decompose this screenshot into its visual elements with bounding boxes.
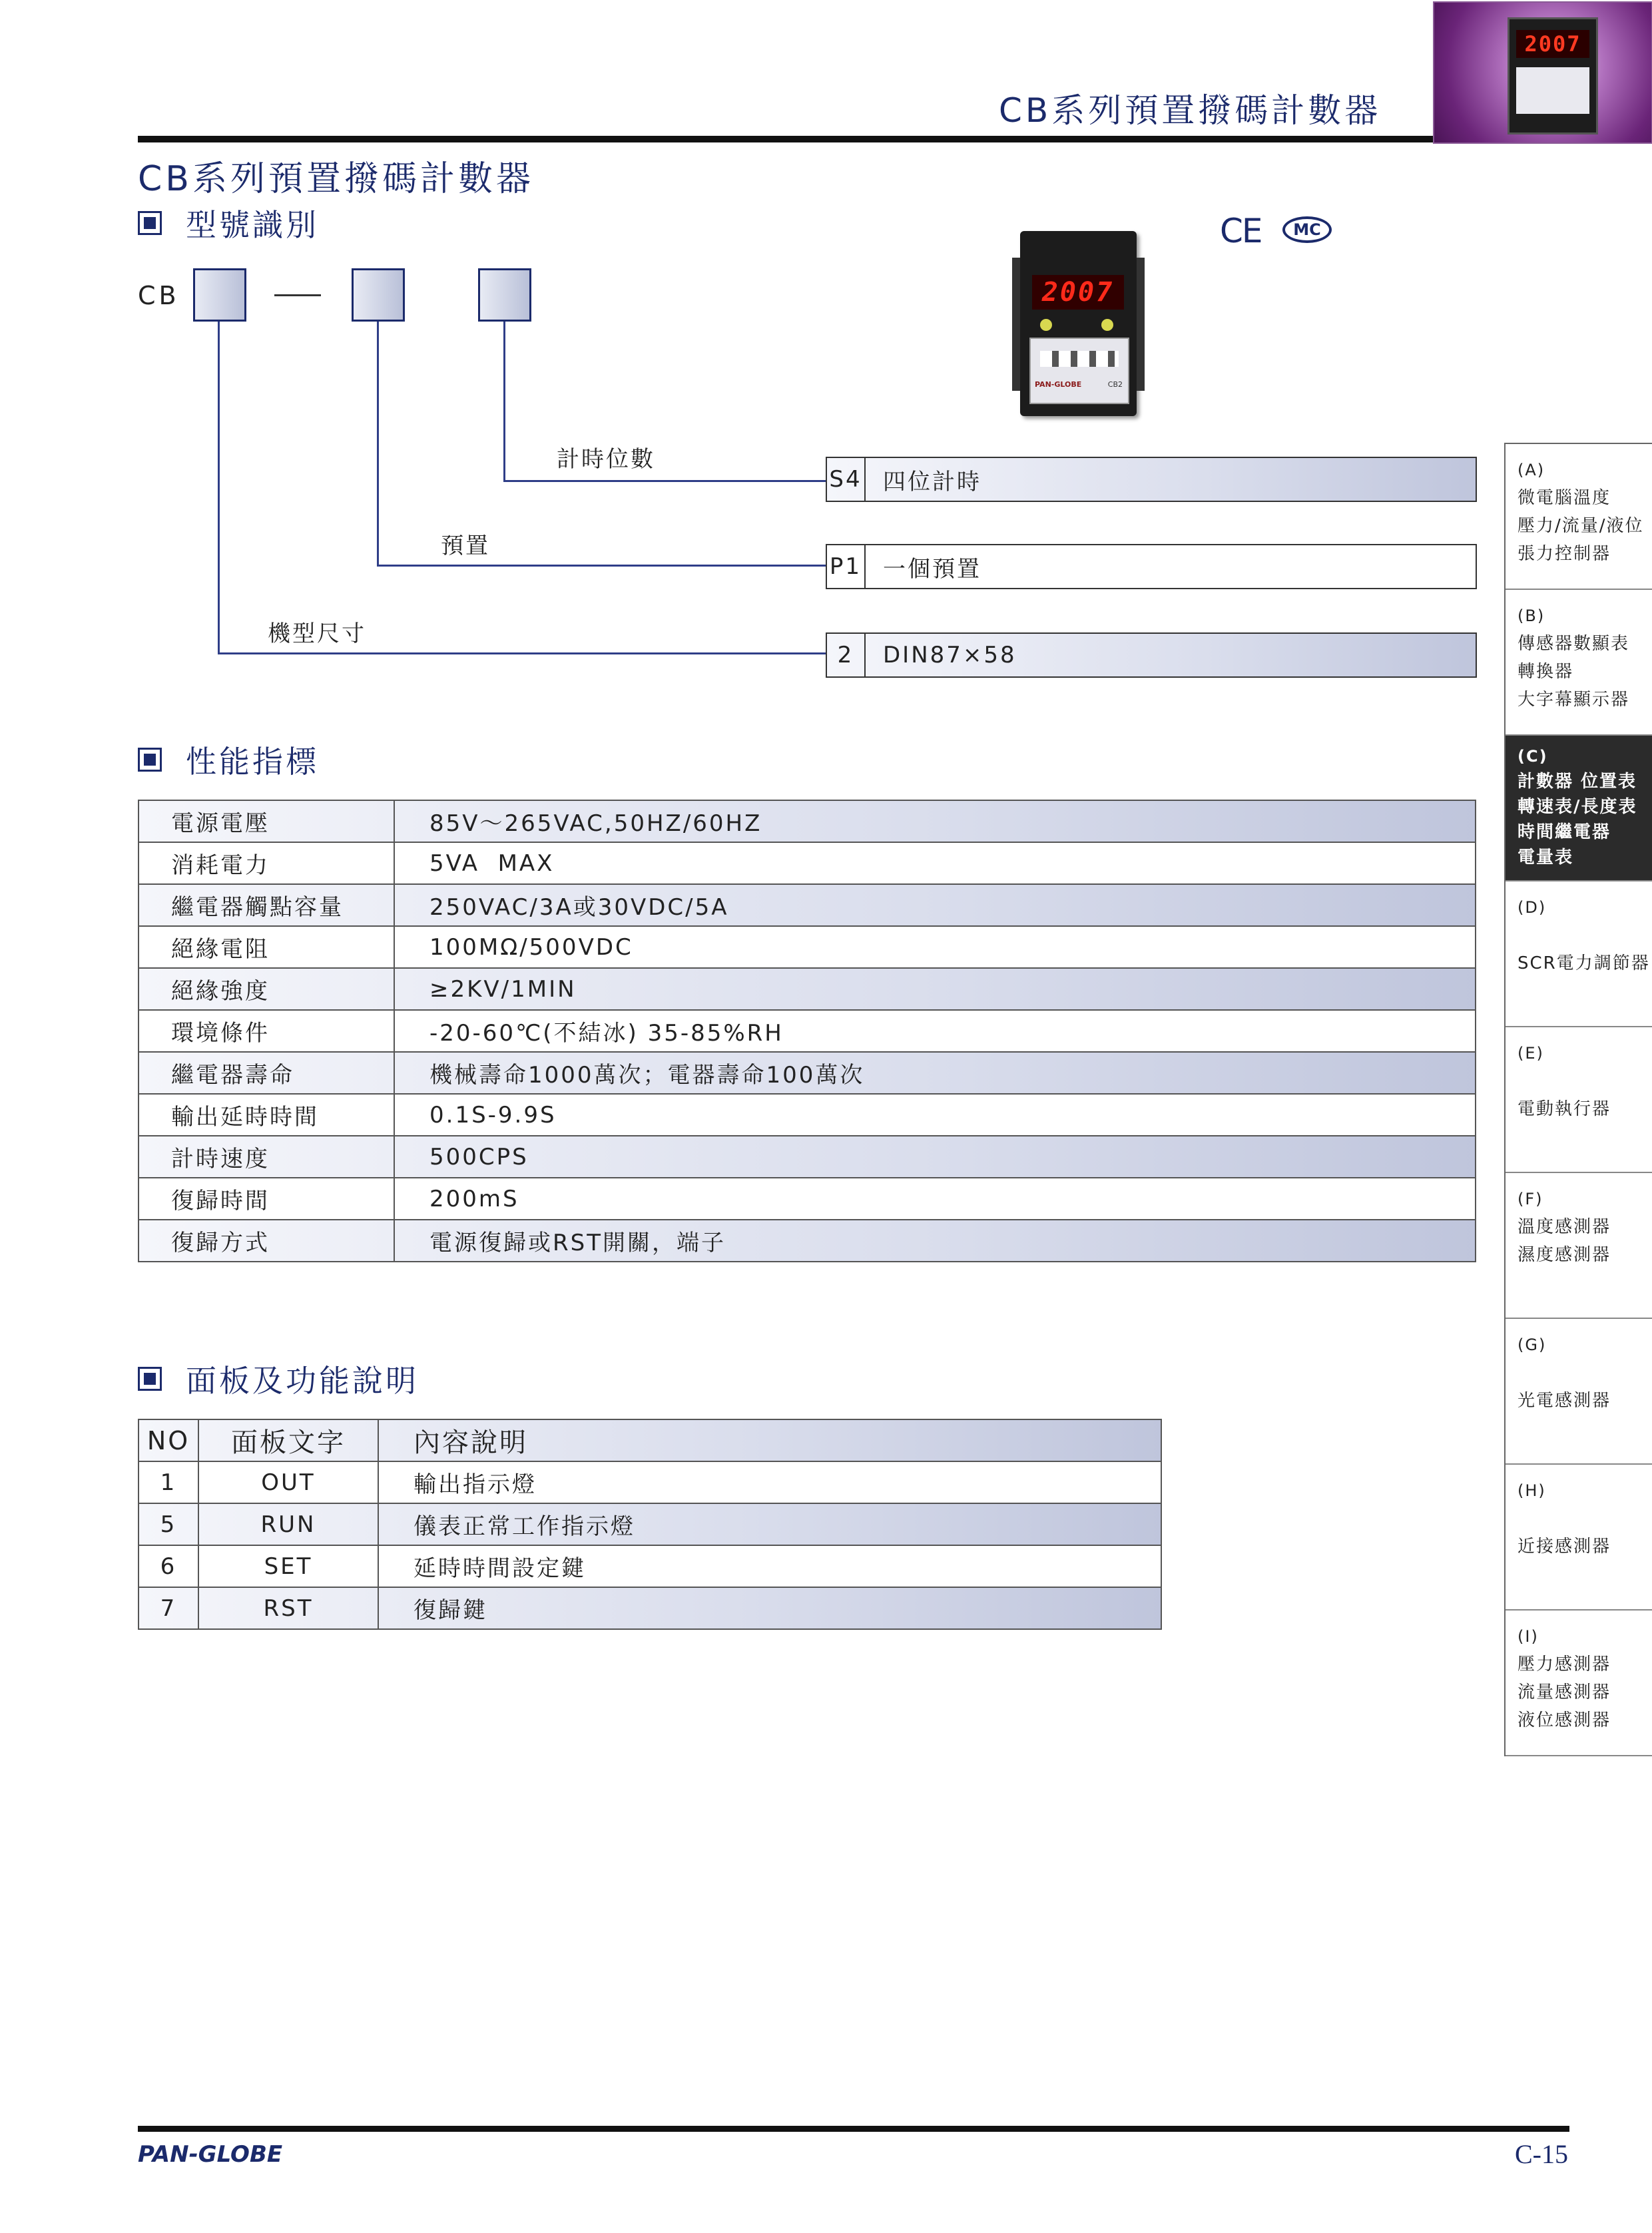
option-code: S4 bbox=[827, 458, 866, 501]
code-box-size bbox=[193, 268, 246, 322]
connector-digits-h bbox=[503, 480, 827, 482]
sidebar-item-i[interactable]: (I) 壓力感測器 流量感測器 液位感測器 bbox=[1506, 1611, 1652, 1756]
header-product-photo bbox=[1433, 1, 1652, 144]
bullet-square-icon bbox=[138, 1367, 162, 1391]
label-size: 機型尺寸 bbox=[268, 620, 366, 647]
indicator-light-icon bbox=[1101, 319, 1113, 331]
sidebar-item-c[interactable]: (C) 計數器 位置表 轉速表/長度表 時間繼電器 電量表 bbox=[1506, 736, 1652, 881]
ce-mark-icon: CE bbox=[1220, 212, 1262, 250]
table-row: 絕緣強度 ≥2KV/1MIN bbox=[138, 968, 1476, 1010]
sidebar-item-g[interactable]: (G) 光電感測器 bbox=[1506, 1319, 1652, 1465]
table-row: 電源電壓 85V～265VAC,50HZ/60HZ bbox=[138, 800, 1476, 842]
page-heading: CB系列預置撥碼計數器 bbox=[138, 159, 534, 199]
option-text: DIN87×58 bbox=[883, 642, 1017, 668]
product-model: CB2 bbox=[1107, 380, 1123, 389]
performance-table bbox=[138, 800, 1476, 1262]
sidebar-item-a[interactable]: (A) 微電腦溫度 壓力/流量/液位 張力控制器 bbox=[1506, 444, 1652, 590]
sidebar-item-f[interactable]: (F) 溫度感測器 濕度感測器 bbox=[1506, 1173, 1652, 1319]
product-led-display: 2007 bbox=[1032, 275, 1124, 310]
table-row: 1 OUT 輸出指示燈 bbox=[138, 1461, 1161, 1503]
table-row: 繼電器觸點容量 250VAC/3A或30VDC/5A bbox=[138, 884, 1476, 926]
model-section-title: 型號識別 bbox=[138, 201, 319, 245]
code-dash bbox=[274, 294, 321, 296]
bullet-square-icon bbox=[138, 748, 162, 772]
header-title: CB系列預置撥碼計數器 bbox=[999, 91, 1382, 130]
performance-section-title: 性能指標 bbox=[138, 738, 319, 782]
sidebar-item-b[interactable]: (B) 傳感器數顯表 轉換器 大字幕顯示器 bbox=[1506, 590, 1652, 736]
option-code: 2 bbox=[827, 634, 866, 676]
table-row: 繼電器壽命 機械壽命1000萬次；電器壽命100萬次 bbox=[138, 1052, 1476, 1094]
table-row: 絕緣電阻 100MΩ/500VDC bbox=[138, 926, 1476, 968]
sidebar-item-h[interactable]: (H) 近接感測器 bbox=[1506, 1465, 1652, 1611]
connector-size-h bbox=[218, 652, 827, 654]
dip-switch-icon bbox=[1040, 351, 1119, 367]
footer-brand-logo: PAN-GLOBE bbox=[138, 2141, 283, 2168]
option-code: P1 bbox=[827, 545, 866, 588]
connector-size-v bbox=[218, 322, 220, 654]
label-preset: 預置 bbox=[441, 533, 490, 559]
bullet-square-icon bbox=[138, 211, 162, 235]
label-digits: 計時位數 bbox=[557, 446, 655, 473]
table-row: 復歸方式 電源復歸或RST開關，端子 bbox=[138, 1220, 1476, 1262]
header-photo-display: 2007 bbox=[1516, 30, 1589, 58]
product-brand: PAN-GLOBE bbox=[1035, 380, 1082, 389]
product-photo bbox=[1020, 231, 1137, 416]
page-number: C-15 bbox=[1515, 2139, 1568, 2169]
option-text: 一個預置 bbox=[883, 555, 981, 583]
header-rule bbox=[138, 136, 1436, 142]
connector-preset-v bbox=[377, 322, 379, 567]
model-prefix: CB bbox=[138, 281, 180, 310]
table-row: 復歸時間 200mS bbox=[138, 1178, 1476, 1220]
indicator-light-icon bbox=[1040, 319, 1052, 331]
table-row: 7 RST 復歸鍵 bbox=[138, 1587, 1161, 1629]
table-row: 消耗電力 5VA MAX bbox=[138, 842, 1476, 884]
table-row: 輸出延時時間 0.1S-9.9S bbox=[138, 1094, 1476, 1136]
sidebar-item-e[interactable]: (E) 電動執行器 bbox=[1506, 1027, 1652, 1173]
table-row: 計時速度 500CPS bbox=[138, 1136, 1476, 1178]
code-box-digits bbox=[478, 268, 531, 322]
code-box-preset bbox=[352, 268, 405, 322]
table-row: 5 RUN 儀表正常工作指示燈 bbox=[138, 1503, 1161, 1545]
option-digits bbox=[826, 457, 1477, 502]
sidebar-index bbox=[1504, 443, 1652, 1756]
option-preset bbox=[826, 544, 1477, 589]
option-size bbox=[826, 632, 1477, 678]
table-row: 環境條件 -20-60℃(不結冰) 35-85%RH bbox=[138, 1010, 1476, 1052]
footer-rule bbox=[138, 2126, 1569, 2132]
mc-mark-icon: MC bbox=[1282, 216, 1332, 243]
option-text: 四位計時 bbox=[883, 468, 981, 495]
table-row: 6 SET 延時時間設定鍵 bbox=[138, 1545, 1161, 1587]
sidebar-item-d[interactable]: (D) SCR電力調節器 bbox=[1506, 881, 1652, 1027]
table-header-row: NO 面板文字 內容說明 bbox=[138, 1419, 1161, 1461]
connector-preset-h bbox=[377, 565, 827, 567]
connector-digits-v bbox=[503, 322, 505, 481]
panel-section-title: 面板及功能說明 bbox=[138, 1357, 419, 1401]
panel-table bbox=[138, 1419, 1162, 1630]
